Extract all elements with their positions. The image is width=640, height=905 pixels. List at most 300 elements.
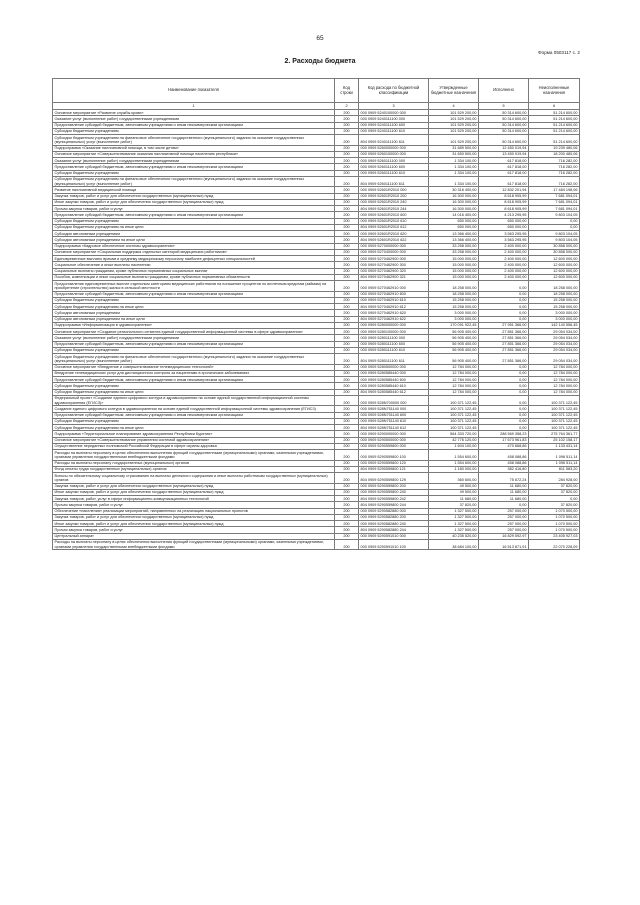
row-unexecuted-amount: 51 214 600,00 — [529, 135, 580, 146]
row-classification-code: 000 0909 5280585440 600 — [359, 377, 429, 383]
row-approved-amount: 14 016 400,00 — [429, 212, 479, 218]
row-indicator-name: Расходы на выплаты персоналу в целях обеспечения выполнения функций государственными (муниципальными) органами, казенными учреждениями, органами управления государственными внебюджетными фондами — [53, 539, 335, 550]
row-line-code: 200 — [335, 297, 359, 303]
row-line-code: 200 — [335, 237, 359, 243]
row-approved-amount: 16 300 000,00 — [429, 206, 479, 212]
row-approved-amount: 1 327 500,00 — [429, 527, 479, 533]
row-classification-code: 000 0909 5280585440 610 — [359, 383, 429, 389]
row-executed-amount: 257 000,00 — [479, 508, 529, 514]
row-line-code: 200 — [335, 347, 359, 353]
row-line-code: 200 — [335, 364, 359, 370]
row-unexecuted-amount: 29 054 034,00 — [529, 329, 580, 335]
row-executed-amount: 12 832 201,94 — [479, 187, 529, 193]
row-unexecuted-amount: 0,00 — [529, 224, 580, 230]
row-classification-code: 000 0909 5280000000 000 — [359, 322, 429, 328]
row-approved-amount: 13 366 400,00 — [429, 237, 479, 243]
row-executed-amount: 27 851 366,00 — [479, 341, 529, 347]
row-approved-amount: 1 554 600,00 — [429, 460, 479, 466]
row-indicator-name: Социальное обеспечение и иные выплаты населению — [53, 262, 335, 268]
row-executed-amount: 470 668,86 — [479, 443, 529, 449]
row-line-code: 200 — [335, 437, 359, 443]
row-executed-amount: 8 618 905,99 — [479, 206, 529, 212]
row-unexecuted-amount: 51 214 600,00 — [529, 122, 580, 128]
row-indicator-name: Субсидии бюджетным учреждениям на финансовое обеспечение государственного (муниципального) задания на оказание государственных (муниципальных) услуг (выполнение работ) — [53, 354, 335, 365]
row-indicator-name: Основное мероприятие «Совершенствование управления системой здравоохранения» — [53, 437, 335, 443]
row-unexecuted-amount: 17 484 198,06 — [529, 187, 580, 193]
row-classification-code: 000 0909 5240111100 610 — [359, 128, 429, 134]
row-executed-amount: 2 400 000,00 — [479, 249, 529, 255]
row-approved-amount: 33 258 000,00 — [429, 249, 479, 255]
row-unexecuted-amount: 12 600 000,00 — [529, 274, 580, 280]
row-line-code: 200 — [335, 431, 359, 437]
row-classification-code: 000 0909 5260000000 000 — [359, 145, 429, 151]
row-approved-amount: 650 000,00 — [429, 224, 479, 230]
header-line-code: Код строки — [335, 79, 359, 103]
row-unexecuted-amount: 100 371 122,45 — [529, 425, 580, 431]
row-executed-amount: 16 829 592,97 — [479, 533, 529, 539]
row-approved-amount: 100 371 122,45 — [429, 395, 479, 406]
row-approved-amount: 170 091 922,45 — [429, 322, 479, 328]
row-indicator-name: Оказание услуг (выполнение работ) государственными учреждениями — [53, 116, 335, 122]
row-unexecuted-amount: 7 681 094,01 — [529, 199, 580, 205]
row-indicator-name: Единовременные выплаты врачам и среднему медицинскому персоналу наиболее дефицитных специальностей — [53, 256, 335, 262]
row-unexecuted-amount: 100 371 122,45 — [529, 406, 580, 412]
row-approved-amount: 1 554 600,00 — [429, 450, 479, 461]
row-executed-amount: 382 416,80 — [479, 466, 529, 472]
row-line-code: 200 — [335, 460, 359, 466]
row-indicator-name: Центральный аппарат — [53, 533, 335, 539]
row-approved-amount: 33 258 000,00 — [429, 243, 479, 249]
row-line-code: 200 — [335, 335, 359, 341]
row-approved-amount: 31 650 500,00 — [429, 151, 479, 157]
row-classification-code: 000 0909 52601R2010 200 — [359, 193, 429, 199]
row-unexecuted-amount: 142 140 556,45 — [529, 322, 580, 328]
row-executed-amount: 0,00 — [479, 304, 529, 310]
row-line-code: 200 — [335, 370, 359, 376]
row-approved-amount: 15 000 000,00 — [429, 262, 479, 268]
row-indicator-name: Подпрограмма «Информатизация в здравоохранении» — [53, 322, 335, 328]
row-classification-code: 000 0909 52601R2010 620 — [359, 231, 429, 237]
row-executed-amount: 12 450 019,94 — [479, 145, 529, 151]
row-classification-code: 804 0909 528N751140 612 — [359, 425, 429, 431]
row-indicator-name: Федеральный проект «Создание единого цифрового контура в здравоохранении на основе единой государственной информационной системы здравоохранения (ЕГИСЗ)» — [53, 395, 335, 406]
row-line-code: 200 — [335, 489, 359, 495]
row-executed-amount: 11 680,00 — [479, 496, 529, 502]
row-indicator-name: Предоставление субсидий бюджетным, автономным учреждениям и иным некоммерческим организациям — [53, 377, 335, 383]
form-code: Форма 0503117 с. 2 — [538, 50, 580, 55]
row-classification-code: 000 0909 5290559800 000 — [359, 443, 429, 449]
row-executed-amount: 13 450 019,94 — [479, 151, 529, 157]
row-unexecuted-amount: 30 858 000,00 — [529, 243, 580, 249]
row-executed-amount: 257 000,00 — [479, 514, 529, 520]
header-executed: Исполнено — [479, 79, 529, 103]
row-classification-code: 804 0909 5270462910 622 — [359, 316, 429, 322]
row-line-code: 200 — [335, 521, 359, 527]
row-executed-amount: 2 400 000,00 — [479, 243, 529, 249]
row-executed-amount: 650 000,00 — [479, 224, 529, 230]
row-classification-code: 804 0909 5260111100 611 — [359, 176, 429, 187]
row-unexecuted-amount: 29 054 034,00 — [529, 354, 580, 365]
row-unexecuted-amount: 22 070 228,09 — [529, 539, 580, 550]
row-unexecuted-amount: 100 371 122,45 — [529, 412, 580, 418]
row-line-code: 200 — [335, 274, 359, 280]
row-unexecuted-amount: 37 820,00 — [529, 502, 580, 508]
row-indicator-name: Закупка товаров, работ, услуг в сфере информационно-коммуникационных технологий — [53, 496, 335, 502]
row-indicator-name: Основное мероприятие «Социальная поддержка отдельных категорий медицинских работников» — [53, 249, 335, 255]
row-indicator-name: Субсидии автономным учреждениям на иные цели — [53, 316, 335, 322]
row-classification-code: 000 0909 5270462900 300 — [359, 262, 429, 268]
row-executed-amount: 27 851 366,00 — [479, 354, 529, 365]
row-executed-amount: 2 400 000,00 — [479, 256, 529, 262]
row-line-code: 200 — [335, 199, 359, 205]
row-indicator-name: Внедрение телемедицинских услуг для дистанционного контроля за пациентами в хронических заболеваниях — [53, 370, 335, 376]
row-executed-amount: 3 563 295,95 — [479, 231, 529, 237]
row-classification-code: 000 0909 5280100000 000 — [359, 329, 429, 335]
row-approved-amount: 18 258 000,00 — [429, 281, 479, 292]
row-executed-amount: 0,00 — [479, 383, 529, 389]
row-indicator-name: Осуществление переданных полномочий Российской Федерации в сфере охраны здоровья — [53, 443, 335, 449]
row-unexecuted-amount: 1 070 500,00 — [529, 527, 580, 533]
row-unexecuted-amount: 29 054 034,00 — [529, 341, 580, 347]
row-executed-amount: 4 213 295,95 — [479, 212, 529, 218]
row-line-code: 200 — [335, 354, 359, 365]
table-row — [53, 395, 580, 406]
row-executed-amount: 27 851 366,00 — [479, 347, 529, 353]
row-unexecuted-amount: 12 600 000,00 — [529, 256, 580, 262]
row-executed-amount: 617 818,00 — [479, 176, 529, 187]
column-number: 3 — [359, 103, 429, 110]
row-indicator-name: Субсидии бюджетным учреждениям на иные цели — [53, 304, 335, 310]
row-approved-amount: 49 500,00 — [429, 489, 479, 495]
row-classification-code: 000 0909 5290582880 200 — [359, 514, 429, 520]
row-indicator-name: Фонд оплаты труда государственных (муниципальных) органов — [53, 466, 335, 472]
row-unexecuted-amount: 12 600 000,00 — [529, 262, 580, 268]
row-approved-amount: 56 905 400,00 — [429, 347, 479, 353]
row-line-code: 200 — [335, 514, 359, 520]
row-executed-amount: 0,00 — [479, 418, 529, 424]
row-unexecuted-amount: 12 784 000,00 — [529, 377, 580, 383]
row-line-code: 200 — [335, 473, 359, 484]
row-classification-code: 000 0909 5270462900 320 — [359, 268, 429, 274]
row-line-code: 200 — [335, 268, 359, 274]
row-approved-amount: 56 905 400,00 — [429, 329, 479, 335]
row-indicator-name: Взносы по обязательному социальному страхованию на выплаты денежного содержания и иные выплаты работникам государственных (муниципальных) органов — [53, 473, 335, 484]
row-executed-amount: 617 818,00 — [479, 164, 529, 170]
row-executed-amount: 0,00 — [479, 389, 529, 395]
row-line-code: 200 — [335, 151, 359, 157]
row-approved-amount: 564 333 720,00 — [429, 431, 479, 437]
row-executed-amount: 0,00 — [479, 412, 529, 418]
row-indicator-name: Субсидии бюджетным учреждениям — [53, 347, 335, 353]
table-header — [53, 79, 580, 110]
row-unexecuted-amount: 3 000 000,00 — [529, 310, 580, 316]
row-classification-code: 000 0909 5280111100 610 — [359, 347, 429, 353]
row-indicator-name: Субсидии бюджетным учреждениям — [53, 218, 335, 224]
table-row — [53, 450, 580, 461]
row-indicator-name: Субсидии бюджетным учреждениям на иные цели — [53, 224, 335, 230]
row-classification-code: 804 0909 5240111100 611 — [359, 135, 429, 146]
row-executed-amount: 8 618 905,99 — [479, 199, 529, 205]
row-indicator-name: Создание единого цифрового контура в здравоохранении на основе единой государственной информационной системы здравоохранения (ЕГИСЗ) — [53, 406, 335, 412]
row-line-code: 200 — [335, 135, 359, 146]
row-classification-code: 000 0909 5280500000 000 — [359, 364, 429, 370]
row-indicator-name: Предоставление субсидий бюджетным, автономным учреждениям и иным некоммерческим организациям — [53, 341, 335, 347]
row-unexecuted-amount: 12 784 000,00 — [529, 389, 580, 395]
row-line-code: 200 — [335, 395, 359, 406]
row-executed-amount: 2 400 000,00 — [479, 274, 529, 280]
row-line-code: 200 — [335, 466, 359, 472]
row-executed-amount: 8 618 905,99 — [479, 193, 529, 199]
row-indicator-name: Субсидии бюджетным учреждениям на иные цели — [53, 389, 335, 395]
row-approved-amount: 1 334 100,00 — [429, 176, 479, 187]
page-number: 65 — [316, 35, 324, 42]
row-approved-amount: 100 371 122,45 — [429, 412, 479, 418]
row-executed-amount: 3 563 295,95 — [479, 237, 529, 243]
row-unexecuted-amount: 37 820,00 — [529, 489, 580, 495]
row-unexecuted-amount: 811 583,20 — [529, 466, 580, 472]
row-indicator-name: Расходы на выплаты персоналу в целях обеспечения выполнения функций государственными (муниципальными) органами, казенными учреждениями, органами управления государственными внебюджетными фондами — [53, 450, 335, 461]
row-line-code: 200 — [335, 304, 359, 310]
row-unexecuted-amount: 23 405 927,03 — [529, 533, 580, 539]
row-approved-amount: 30 316 400,00 — [429, 187, 479, 193]
row-executed-amount: 17 673 961,83 — [479, 437, 529, 443]
row-line-code: 200 — [335, 502, 359, 508]
row-classification-code: 000 0909 5270462910 610 — [359, 297, 429, 303]
row-approved-amount: 1 334 100,00 — [429, 164, 479, 170]
row-unexecuted-amount: 716 282,00 — [529, 158, 580, 164]
row-line-code: 200 — [335, 206, 359, 212]
row-indicator-name: Субсидии бюджетным учреждениям — [53, 418, 335, 424]
row-unexecuted-amount: 1 133 431,14 — [529, 443, 580, 449]
row-executed-amount: 11 680,00 — [479, 489, 529, 495]
row-approved-amount: 15 258 000,00 — [429, 304, 479, 310]
row-classification-code: 000 0909 5290591010 000 — [359, 533, 429, 539]
row-classification-code: 000 0909 528N700000 000 — [359, 395, 429, 406]
row-approved-amount: 1 327 500,00 — [429, 521, 479, 527]
row-executed-amount: 2 400 000,00 — [479, 268, 529, 274]
row-line-code: 200 — [335, 164, 359, 170]
row-approved-amount: 11 680,00 — [429, 496, 479, 502]
row-indicator-name: Субсидии бюджетным учреждениям — [53, 128, 335, 134]
row-line-code: 200 — [335, 158, 359, 164]
row-indicator-name: Субсидии автономным учреждениям — [53, 310, 335, 316]
row-indicator-name: Развитие паллиативной медицинской помощи — [53, 187, 335, 193]
row-unexecuted-amount: 1 070 500,00 — [529, 521, 580, 527]
row-indicator-name: Обеспечение «населения» реализации мероприятий, направленных на реализацию национальных проектов — [53, 508, 335, 514]
row-line-code: 200 — [335, 496, 359, 502]
row-approved-amount: 100 371 122,45 — [429, 406, 479, 412]
row-executed-amount: 0,00 — [479, 316, 529, 322]
row-indicator-name: Подпрограмма «Кадровое обеспечение системы здравоохранения» — [53, 243, 335, 249]
row-indicator-name: Прочая закупка товаров, работ и услуг — [53, 527, 335, 533]
row-classification-code: 000 0909 5290582880 240 — [359, 521, 429, 527]
row-executed-amount: 0,00 — [479, 281, 529, 292]
row-indicator-name: Субсидии бюджетным учреждениям на финансовое обеспечение государственного (муниципального) задания на оказание государственных (муниципальных) услуг (выполнение работ) — [53, 176, 335, 187]
row-executed-amount: 0,00 — [479, 364, 529, 370]
row-classification-code: 000 0909 5290591010 100 — [359, 539, 429, 550]
table-row — [53, 354, 580, 365]
row-line-code: 200 — [335, 187, 359, 193]
column-number: 4 — [429, 103, 479, 110]
row-unexecuted-amount: 12 600 000,00 — [529, 268, 580, 274]
row-executed-amount: 0,00 — [479, 370, 529, 376]
row-approved-amount: 31 689 500,00 — [429, 145, 479, 151]
row-indicator-name: Иные закупки товаров, работ и услуг для обеспечения государственных (муниципальных) нужд — [53, 199, 335, 205]
row-indicator-name: Субсидии бюджетным учреждениям — [53, 297, 335, 303]
row-line-code: 200 — [335, 262, 359, 268]
row-classification-code: 804 0909 5290559800 242 — [359, 496, 429, 502]
row-indicator-name: Пособия, компенсации и иные социальные выплаты гражданам, кроме публичных нормативных обязательств — [53, 274, 335, 280]
row-classification-code: 000 0909 5240100000 000 — [359, 110, 429, 116]
row-line-code: 200 — [335, 322, 359, 328]
row-executed-amount: 257 000,00 — [479, 527, 529, 533]
row-classification-code: 000 0909 5260111100 600 — [359, 164, 429, 170]
row-indicator-name: Субсидии автономным учреждениям — [53, 231, 335, 237]
row-approved-amount: 56 905 400,00 — [429, 335, 479, 341]
row-unexecuted-amount: 37 820,00 — [529, 483, 580, 489]
row-line-code: 200 — [335, 533, 359, 539]
row-classification-code: 000 0909 528N751140 610 — [359, 418, 429, 424]
row-executed-amount: 2 400 000,00 — [479, 262, 529, 268]
row-unexecuted-amount: 18 258 000,00 — [529, 281, 580, 292]
column-number: 6 — [529, 103, 580, 110]
row-line-code: 200 — [335, 243, 359, 249]
row-approved-amount: 49 500,00 — [429, 483, 479, 489]
row-approved-amount: 100 371 122,45 — [429, 418, 479, 424]
row-executed-amount: 50 314 600,00 — [479, 116, 529, 122]
row-classification-code: 000 0909 5270000000 000 — [359, 243, 429, 249]
row-classification-code: 000 0909 52601R2010 610 — [359, 218, 429, 224]
row-unexecuted-amount: 275 764 361,77 — [529, 431, 580, 437]
row-indicator-name: Субсидии бюджетным учреждениям на иные цели — [53, 425, 335, 431]
row-approved-amount: 15 000 000,00 — [429, 274, 479, 280]
row-indicator-name: Социальные выплаты гражданам, кроме публичных нормативных социальных выплат — [53, 268, 335, 274]
row-classification-code: 000 0909 5270462910 620 — [359, 310, 429, 316]
page-title: 2. Расходы бюджета — [284, 58, 356, 65]
row-classification-code: 804 0909 5290559800 129 — [359, 473, 429, 484]
row-indicator-name: Оказание услуг (выполнение работ) государственными учреждениями — [53, 335, 335, 341]
row-indicator-name: Предоставление субсидий бюджетным, автономным учреждениям и иным некоммерческим организациям — [53, 164, 335, 170]
row-line-code: 200 — [335, 527, 359, 533]
row-approved-amount: 1 334 100,00 — [429, 170, 479, 176]
row-indicator-name: Расходы на выплаты персоналу государственных (муниципальных) органов — [53, 460, 335, 466]
row-approved-amount: 37 820,00 — [429, 502, 479, 508]
row-indicator-name: Подпрограмма «Оказание паллиативной помощи, в том числе детям» — [53, 145, 335, 151]
row-classification-code: 000 0909 5260111100 000 — [359, 158, 429, 164]
row-executed-amount: 11 680,00 — [479, 483, 529, 489]
row-classification-code: 804 0909 52601R2010 622 — [359, 237, 429, 243]
table-row — [53, 176, 580, 187]
row-approved-amount: 40 235 520,00 — [429, 533, 479, 539]
row-unexecuted-amount: 0,00 — [529, 496, 580, 502]
row-executed-amount: 458 088,86 — [479, 460, 529, 466]
row-approved-amount: 42 776 120,00 — [429, 437, 479, 443]
row-executed-amount: 0,00 — [479, 291, 529, 297]
row-line-code: 200 — [335, 231, 359, 237]
row-unexecuted-amount: 18 258 000,00 — [529, 291, 580, 297]
row-unexecuted-amount: 7 681 094,01 — [529, 193, 580, 199]
row-line-code: 200 — [335, 193, 359, 199]
table-row — [53, 473, 580, 484]
row-line-code: 200 — [335, 212, 359, 218]
row-executed-amount: 458 088,86 — [479, 450, 529, 461]
row-line-code: 200 — [335, 341, 359, 347]
row-unexecuted-amount: 12 784 000,00 — [529, 370, 580, 376]
row-unexecuted-amount: 1 070 500,00 — [529, 514, 580, 520]
row-indicator-name: Иные закупки товаров, работ и услуг для обеспечения государственных (муниципальных) нужд — [53, 521, 335, 527]
table-row — [53, 281, 580, 292]
row-indicator-name: Прочая закупка товаров, работ и услуг — [53, 206, 335, 212]
row-line-code: 200 — [335, 483, 359, 489]
row-indicator-name: Субсидии бюджетным учреждениям — [53, 383, 335, 389]
row-classification-code: 000 0909 5290582880 000 — [359, 508, 429, 514]
row-indicator-name: Предоставление субсидий бюджетным, автономным учреждениям и иным некоммерческим организациям — [53, 412, 335, 418]
row-classification-code: 000 0909 5270462900 000 — [359, 256, 429, 262]
row-indicator-name: Предоставление субсидий бюджетным, автономным учреждениям и иным некоммерческим организациям — [53, 122, 335, 128]
row-unexecuted-amount: 30 858 000,00 — [529, 249, 580, 255]
row-indicator-name: Субсидии бюджетным учреждениям — [53, 170, 335, 176]
row-line-code: 200 — [335, 176, 359, 187]
row-classification-code: 000 0909 528N751140 600 — [359, 412, 429, 418]
row-approved-amount: 12 784 000,00 — [429, 389, 479, 395]
row-line-code: 200 — [335, 316, 359, 322]
row-unexecuted-amount: 9 803 104,05 — [529, 212, 580, 218]
row-unexecuted-amount: 19 239 480,06 — [529, 145, 580, 151]
row-approved-amount: 1 180 000,00 — [429, 466, 479, 472]
row-executed-amount: 257 000,00 — [479, 521, 529, 527]
row-line-code: 200 — [335, 145, 359, 151]
row-executed-amount: 75 672,24 — [479, 473, 529, 484]
row-executed-amount: 650 000,00 — [479, 218, 529, 224]
row-classification-code: 000 0909 52601R2010 240 — [359, 199, 429, 205]
row-classification-code: 000 0909 5240111100 000 — [359, 116, 429, 122]
row-classification-code: 000 0909 5280111100 600 — [359, 341, 429, 347]
row-unexecuted-amount: 1 070 500,00 — [529, 508, 580, 514]
row-classification-code: 000 0909 528N751140 000 — [359, 406, 429, 412]
row-unexecuted-amount: 51 214 600,00 — [529, 116, 580, 122]
row-approved-amount: 13 366 400,00 — [429, 231, 479, 237]
row-approved-amount: 3 000 000,00 — [429, 310, 479, 316]
row-approved-amount: 12 784 000,00 — [429, 383, 479, 389]
header-unexecuted: Неисполненные назначения — [529, 79, 580, 103]
row-line-code: 200 — [335, 170, 359, 176]
row-approved-amount: 101 529 200,00 — [429, 122, 479, 128]
row-unexecuted-amount: 12 784 000,00 — [529, 383, 580, 389]
row-unexecuted-amount: 7 681 094,01 — [529, 206, 580, 212]
row-classification-code: 804 0909 5290559800 121 — [359, 466, 429, 472]
row-line-code: 200 — [335, 249, 359, 255]
row-classification-code: 804 0909 5270462900 321 — [359, 274, 429, 280]
row-unexecuted-amount: 1 096 511,14 — [529, 460, 580, 466]
row-line-code: 200 — [335, 443, 359, 449]
row-line-code: 200 — [335, 450, 359, 461]
row-approved-amount: 15 258 000,00 — [429, 297, 479, 303]
row-indicator-name: Закупка товаров, работ и услуг для обеспечения государственных (муниципальных) нужд — [53, 514, 335, 520]
row-unexecuted-amount: 716 282,00 — [529, 164, 580, 170]
row-classification-code: 804 0909 5280111100 611 — [359, 354, 429, 365]
table-body — [53, 110, 580, 550]
row-executed-amount: 50 314 600,00 — [479, 135, 529, 146]
row-unexecuted-amount: 29 054 034,00 — [529, 335, 580, 341]
row-unexecuted-amount: 15 258 000,00 — [529, 297, 580, 303]
table-row — [53, 539, 580, 550]
row-approved-amount: 101 529 200,00 — [429, 116, 479, 122]
row-unexecuted-amount: 3 000 000,00 — [529, 316, 580, 322]
row-approved-amount: 56 905 400,00 — [429, 341, 479, 347]
row-approved-amount: 1 327 500,00 — [429, 514, 479, 520]
row-unexecuted-amount: 51 214 600,00 — [529, 128, 580, 134]
row-approved-amount: 101 529 200,00 — [429, 135, 479, 146]
